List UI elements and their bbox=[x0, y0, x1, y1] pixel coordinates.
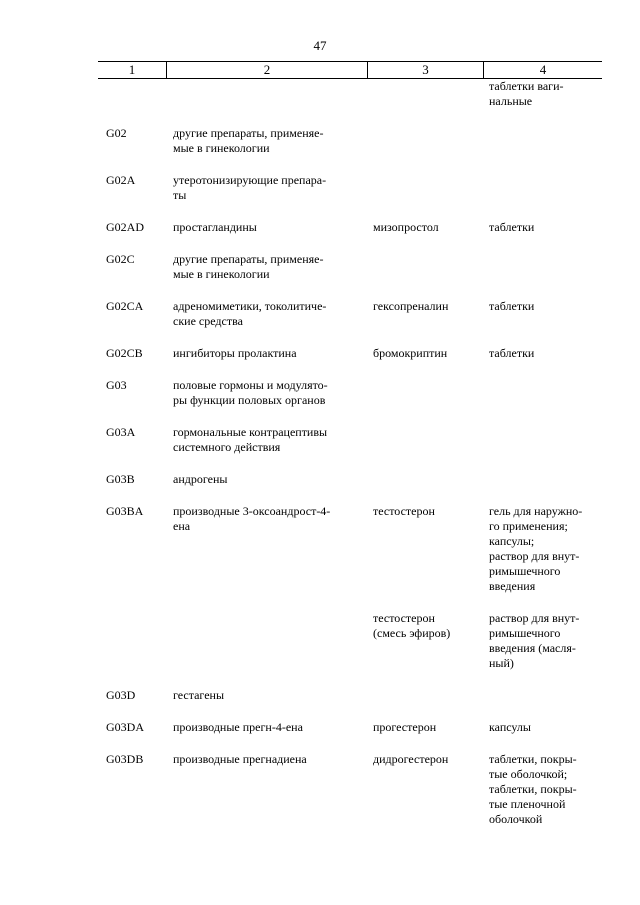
atc-code: G03A bbox=[106, 425, 136, 439]
group-name: андрогены bbox=[173, 472, 228, 486]
atc-code: G03BA bbox=[106, 504, 144, 518]
substance-name: прогестерон bbox=[373, 720, 437, 734]
dosage-form: гель для наружно- го применения; капсулы; раствор для внут- римышечного введения bbox=[489, 504, 583, 593]
group-name: производные 3-оксоандрост-4- ена bbox=[173, 504, 331, 533]
dosage-form: раствор для внут- римышечного введения (масля- ный) bbox=[489, 611, 580, 670]
substance-name: тестостерон bbox=[373, 504, 435, 518]
atc-code: G03 bbox=[106, 378, 127, 392]
header-col-2: 2 bbox=[167, 62, 368, 78]
table-row bbox=[98, 126, 602, 173]
group-name: адреномиметики, токолитиче- ские средства bbox=[173, 299, 327, 328]
group-name: ингибиторы пролактина bbox=[173, 346, 297, 360]
atc-code: G02C bbox=[106, 252, 135, 266]
table-row bbox=[98, 611, 602, 688]
group-name: производные прегн-4-ена bbox=[173, 720, 303, 734]
table-row bbox=[98, 378, 602, 425]
atc-code: G03B bbox=[106, 472, 135, 486]
group-name: утеротонизирующие препара- ты bbox=[173, 173, 327, 202]
atc-code: G02 bbox=[106, 126, 127, 140]
group-name: производные прегнадиена bbox=[173, 752, 307, 766]
table-row bbox=[98, 472, 602, 504]
table-row bbox=[98, 720, 602, 752]
substance-name: мизопростол bbox=[373, 220, 439, 234]
group-name: гестагены bbox=[173, 688, 225, 702]
group-name: гормональные контрацептивы системного действия bbox=[173, 425, 328, 454]
table-row bbox=[98, 752, 602, 844]
atc-code: G02CA bbox=[106, 299, 144, 313]
table-row bbox=[98, 688, 602, 720]
table-row bbox=[98, 425, 602, 472]
dosage-form: капсулы bbox=[489, 720, 531, 734]
dosage-form: таблетки ваги- нальные bbox=[489, 79, 564, 108]
dosage-form: таблетки bbox=[489, 346, 535, 360]
table-body bbox=[98, 79, 602, 844]
header-col-3: 3 bbox=[368, 62, 484, 78]
table-header bbox=[98, 61, 602, 79]
dosage-form: таблетки, покры- тые оболочкой; таблетки, покры- тые пленочной оболочкой bbox=[489, 752, 577, 826]
substance-name: дидрогестерон bbox=[373, 752, 449, 766]
dosage-form: таблетки bbox=[489, 220, 535, 234]
atc-code: G03D bbox=[106, 688, 136, 702]
atc-code: G02A bbox=[106, 173, 136, 187]
table-row bbox=[98, 299, 602, 346]
page-number: 47 bbox=[313, 38, 327, 53]
atc-code: G03DA bbox=[106, 720, 144, 734]
group-name: простагландины bbox=[173, 220, 257, 234]
table-row bbox=[98, 220, 602, 252]
table-row bbox=[98, 173, 602, 220]
substance-name: гексопреналин bbox=[373, 299, 449, 313]
header-col-4: 4 bbox=[539, 62, 547, 77]
table-row bbox=[98, 252, 602, 299]
substance-name: бромокриптин bbox=[373, 346, 448, 360]
dosage-form: таблетки bbox=[489, 299, 535, 313]
group-name: другие препараты, применяе- мые в гинекологии bbox=[173, 126, 324, 155]
table-row bbox=[98, 79, 602, 126]
atc-code: G02CB bbox=[106, 346, 143, 360]
atc-code: G03DB bbox=[106, 752, 144, 766]
header-col-1: 1 bbox=[98, 62, 167, 78]
group-name: половые гормоны и модулято- ры функции половых органов bbox=[173, 378, 328, 407]
substance-name: тестостерон (смесь эфиров) bbox=[373, 611, 451, 640]
table-row bbox=[98, 346, 602, 378]
table-row bbox=[98, 504, 602, 611]
atc-code: G02AD bbox=[106, 220, 144, 234]
group-name: другие препараты, применяе- мые в гинекологии bbox=[173, 252, 324, 281]
